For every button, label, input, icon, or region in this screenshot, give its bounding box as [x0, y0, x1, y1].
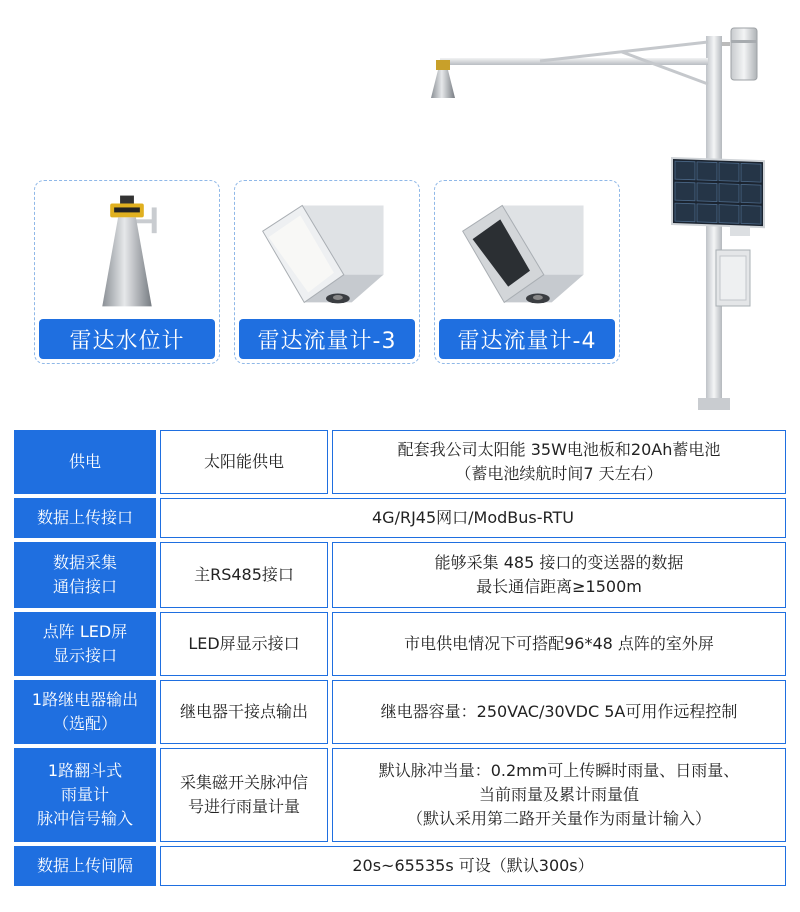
- spec-description: [332, 748, 786, 842]
- name-line: （选配）: [52, 714, 117, 733]
- spec-name: 数据上传间隔: [14, 846, 156, 886]
- table-row: [14, 542, 786, 608]
- name-line: 数据采集: [52, 553, 117, 572]
- interface-line: 号进行雨量计量: [187, 797, 300, 816]
- spec-value: 20s~65535s 可设（默认300s）: [160, 846, 786, 886]
- spec-description: [332, 542, 786, 608]
- radar-flowmeter-4-icon: [435, 181, 619, 316]
- spec-description: 市电供电情况下可搭配96*48 点阵的室外屏: [332, 612, 786, 676]
- spec-interface: 主RS485接口: [160, 542, 328, 608]
- description-line: （默认采用第二路开关量作为雨量计输入）: [406, 809, 711, 828]
- product-card-radar-level-gauge[interactable]: [34, 180, 220, 364]
- radar-flowmeter-3-icon: [235, 181, 419, 316]
- name-line: 1路翻斗式: [47, 761, 123, 780]
- description-line: 默认脉冲当量：0.2mm可上传瞬时雨量、日雨量、: [378, 761, 740, 780]
- spec-name: 供电: [14, 430, 156, 494]
- spec-name: 数据上传接口: [14, 498, 156, 538]
- spec-interface: 继电器干接点输出: [160, 680, 328, 744]
- description-line: 最长通信距离≥1500m: [476, 577, 642, 596]
- product-hero: [0, 0, 800, 420]
- spec-description: 继电器容量：250VAC/30VDC 5A可用作远程控制: [332, 680, 786, 744]
- product-label: 雷达水位计: [39, 319, 215, 359]
- table-row: [14, 680, 786, 744]
- table-row: [14, 498, 786, 538]
- spec-name: [14, 680, 156, 744]
- spec-name: [14, 748, 156, 842]
- interface-line: 采集磁开关脉冲信: [179, 773, 308, 792]
- name-line: 1路继电器输出: [31, 690, 139, 709]
- table-row: [14, 846, 786, 886]
- description-line: 能够采集 485 接口的变送器的数据: [434, 553, 684, 572]
- spec-interface: 太阳能供电: [160, 430, 328, 494]
- spec-table: [10, 426, 790, 890]
- name-line: 显示接口: [52, 646, 117, 665]
- name-line: 点阵 LED屏: [42, 622, 128, 641]
- name-line: 通信接口: [52, 577, 117, 596]
- product-label: 雷达流量计-4: [439, 319, 615, 359]
- spec-description: [332, 430, 786, 494]
- product-card-radar-flowmeter-3[interactable]: [234, 180, 420, 364]
- spec-interface: LED屏显示接口: [160, 612, 328, 676]
- table-row: [14, 748, 786, 842]
- product-card-radar-flowmeter-4[interactable]: [434, 180, 620, 364]
- radar-level-gauge-icon: [35, 181, 219, 316]
- spec-interface: [160, 748, 328, 842]
- product-label: 雷达流量计-3: [239, 319, 415, 359]
- table-row: [14, 612, 786, 676]
- spec-name: [14, 542, 156, 608]
- description-line: 配套我公司太阳能 35W电池板和20Ah蓄电池: [397, 440, 721, 459]
- name-line: 雨量计: [60, 785, 109, 804]
- spec-value: 4G/RJ45网口/ModBus-RTU: [160, 498, 786, 538]
- spec-name: [14, 612, 156, 676]
- description-line: （蓄电池续航时间7 天左右）: [455, 464, 663, 483]
- table-row: [14, 430, 786, 494]
- description-line: 当前雨量及累计雨量值: [478, 785, 639, 804]
- name-line: 脉冲信号输入: [36, 809, 133, 828]
